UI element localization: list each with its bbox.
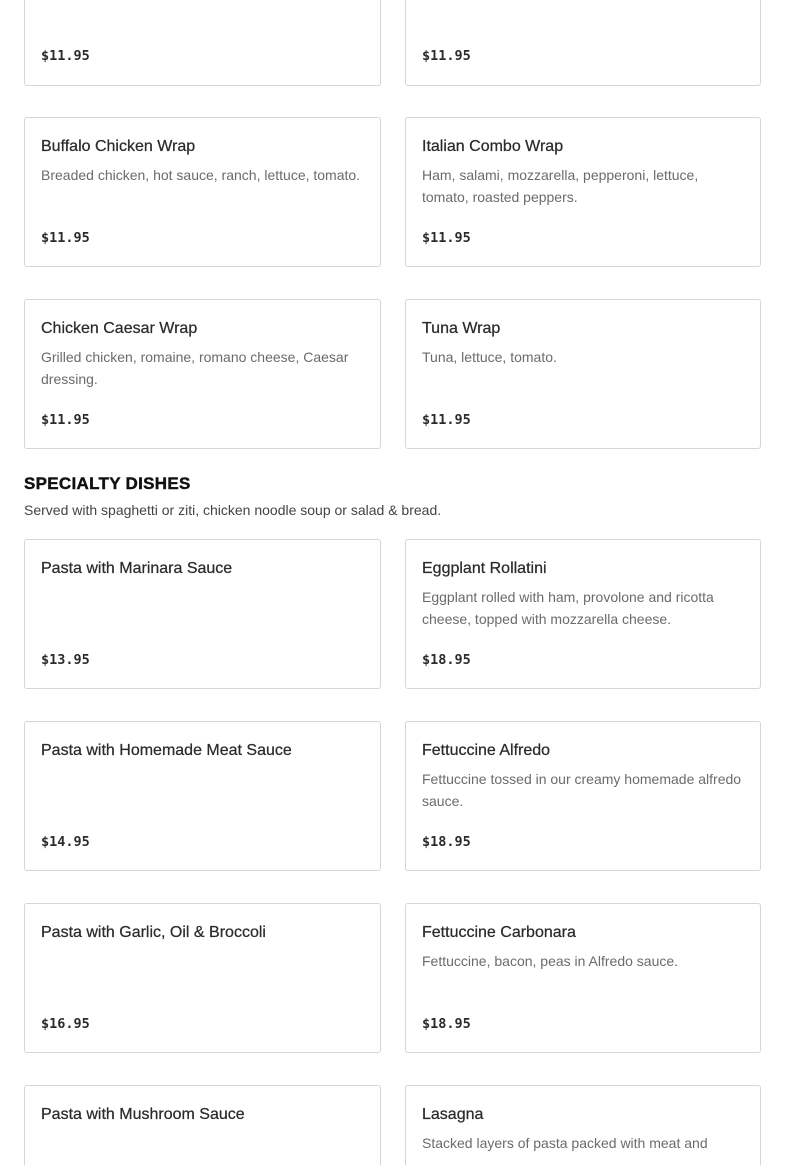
item-price: $11.95 <box>422 412 471 428</box>
menu-item-card[interactable] <box>405 539 761 689</box>
item-description: Fettuccine, bacon, peas in Alfredo sauce. <box>422 953 679 969</box>
menu-item-card[interactable] <box>405 1085 761 1165</box>
item-name: Tuna Wrap <box>422 320 501 337</box>
item-name: Fettuccine Carbonara <box>422 924 576 941</box>
item-name: Chicken Caesar Wrap <box>41 320 198 337</box>
menu-item-card[interactable] <box>405 0 761 86</box>
item-price: $13.95 <box>41 652 90 668</box>
item-description: Eggplant rolled with ham, provolone and ricotta cheese, topped with mozzarella cheese. <box>422 589 714 627</box>
menu-item-card[interactable] <box>24 117 381 267</box>
item-description: Tuna, lettuce, tomato. <box>422 349 557 365</box>
item-name: Lasagna <box>422 1106 484 1123</box>
item-name: Pasta with Homemade Meat Sauce <box>41 742 292 759</box>
item-name: Eggplant Rollatini <box>422 560 547 577</box>
item-description: Fettuccine tossed in our creamy homemade alfredo sauce. <box>422 771 742 809</box>
item-description: Ham, salami, mozzarella, pepperoni, lettuce, tomato, roasted peppers. <box>422 167 699 205</box>
item-name: Buffalo Chicken Wrap <box>41 138 196 155</box>
section-subtitle: Served with spaghetti or ziti, chicken noodle soup or salad & bread. <box>24 502 442 518</box>
item-description: Grilled chicken, romaine, romano cheese, Caesar dressing. <box>41 349 349 387</box>
item-price: $18.95 <box>422 1016 471 1032</box>
item-name: Pasta with Marinara Sauce <box>41 560 233 577</box>
specialty-grid <box>24 539 761 1165</box>
item-name: Pasta with Garlic, Oil & Broccoli <box>41 924 266 941</box>
wraps-grid <box>24 117 761 449</box>
item-price: $11.95 <box>422 230 471 246</box>
menu-item-card[interactable] <box>405 721 761 871</box>
item-price: $14.95 <box>41 834 90 850</box>
item-name: Italian Combo Wrap <box>422 138 564 155</box>
section-title: SPECIALTY DISHES <box>24 474 191 493</box>
menu-item-card[interactable] <box>24 903 381 1053</box>
item-description: Breaded chicken, hot sauce, ranch, lettuce, tomato. <box>41 167 361 183</box>
item-price: $11.95 <box>41 412 90 428</box>
item-price: $18.95 <box>422 652 471 668</box>
menu-item-card[interactable] <box>24 0 381 86</box>
menu-item-card[interactable] <box>24 1085 381 1165</box>
item-price: $11.95 <box>41 230 90 246</box>
menu-item-card[interactable] <box>405 903 761 1053</box>
menu-item-card[interactable] <box>24 721 381 871</box>
item-price: $18.95 <box>422 834 471 850</box>
menu-item-card[interactable] <box>405 299 761 449</box>
item-price: $11.95 <box>422 48 471 64</box>
item-price: $11.95 <box>41 48 90 64</box>
menu-item-card[interactable] <box>405 117 761 267</box>
item-description: Stacked layers of pasta packed with meat and <box>422 1135 708 1151</box>
wraps-top-grid <box>24 0 761 86</box>
item-name: Fettuccine Alfredo <box>422 742 551 759</box>
item-name: Pasta with Mushroom Sauce <box>41 1106 245 1123</box>
menu-item-card[interactable] <box>24 299 381 449</box>
item-price: $16.95 <box>41 1016 90 1032</box>
menu-item-card[interactable] <box>24 539 381 689</box>
